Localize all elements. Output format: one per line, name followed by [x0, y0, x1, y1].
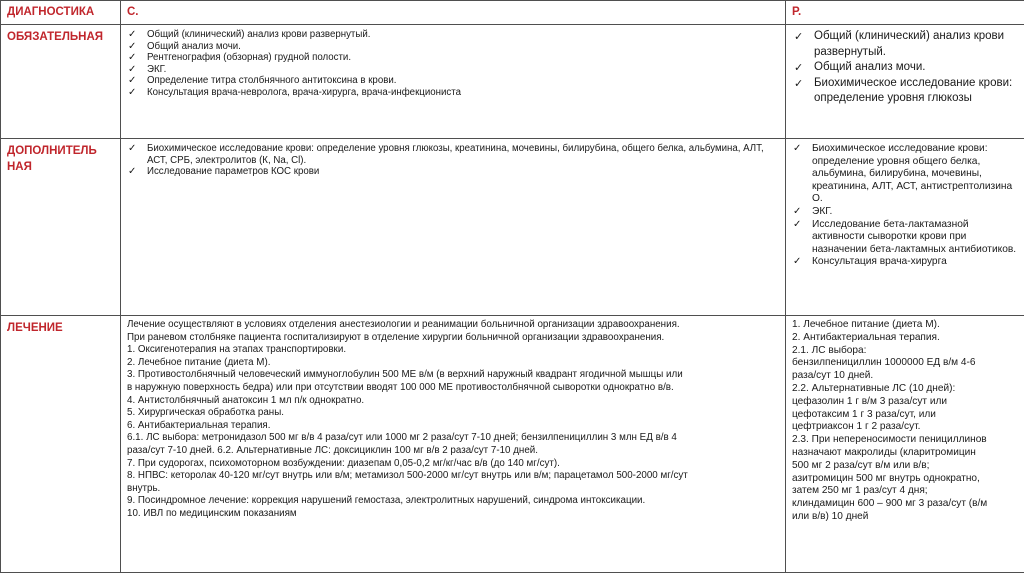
text-line: 2. Антибактериальная терапия.: [792, 331, 940, 343]
text-line: 500 мг 2 раза/сут в/м или в/в;: [792, 459, 930, 471]
text-line: 7. При судорогах, психомоторном возбуждении: диазепам 0,05-0,2 мг/кг/час в/в (до 140 мг/сут).: [127, 457, 560, 469]
treatment-c-cell: [121, 316, 786, 573]
text-line: раза/сут 7-10 дней. 6.2. Альтернативные ЛС: доксициклин 100 мг в/в 2 раза/сут 7-10 дней.: [127, 444, 538, 456]
additional-label-line2: НАЯ: [7, 161, 32, 173]
text-line: 10. ИВЛ по медицинским показаниям: [127, 507, 297, 519]
list-item: ✓ ЭКГ.: [127, 64, 779, 76]
additional-r-cell: [786, 139, 1024, 316]
list-item: ✓ Рентгенография (обзорная) грудной полости.: [127, 52, 779, 64]
text-line: 2. Лечебное питание (диета М).: [127, 356, 271, 368]
list-item: ✓ Биохимическое исследование крови: определение уровня глюкозы, креатинина, мочевины, билирубина, общего белка, альбумина, АЛТ, АСТ, СРБ, электролитов (К, Na, Cl).: [127, 143, 779, 166]
mandatory-c-list: [121, 25, 785, 101]
text-line: 1. Лечебное питание (диета М).: [792, 319, 940, 330]
text-line: или в/в) 10 дней: [792, 510, 869, 522]
text-line: внутрь.: [127, 482, 161, 494]
additional-label: [1, 139, 121, 316]
text-line: затем 250 мг 1 раз/сут 4 дня;: [792, 485, 928, 497]
additional-c-cell: [121, 139, 786, 316]
additional-c-list: [121, 139, 785, 180]
list-item: ✓ Общий анализ мочи.: [127, 41, 779, 53]
additional-label-line1: ДОПОЛНИТЕЛЬ: [7, 145, 97, 157]
text-line: 6. Антибактериальная терапия.: [127, 419, 271, 431]
list-item: ✓ Общий (клинический) анализ крови развернутый.: [792, 29, 1018, 60]
mandatory-c-cell: [121, 25, 786, 139]
mandatory-r-cell: [786, 25, 1024, 139]
text-line: цефотаксим 1 г 3 раза/сут, или: [792, 408, 936, 420]
list-item: ✓ Общий (клинический) анализ крови развернутый.: [127, 29, 779, 41]
treatment-label: ЛЕЧЕНИЕ: [1, 316, 121, 573]
mandatory-row: [1, 25, 1024, 139]
treatment-c-text: [121, 316, 785, 524]
list-item: ✓ Биохимическое исследование крови: определение уровня общего белка, альбумина, билирубина, мочевины, креатинина, АЛТ, АСТ, антистрептолизина О.: [792, 143, 1018, 206]
mandatory-label: ОБЯЗАТЕЛЬНАЯ: [1, 25, 121, 139]
text-line: 2.3. При непереносимости пенициллинов: [792, 434, 987, 446]
list-item: ✓ Исследование параметров КОС крови: [127, 166, 779, 178]
list-item: ✓ ЭКГ.: [792, 206, 1018, 219]
additional-row: [1, 139, 1024, 316]
text-line: 2.1. ЛС выбора:: [792, 344, 867, 356]
text-line: 6.1. ЛС выбора: метронидазол 500 мг в/в 4 раза/сут или 1000 мг 2 раза/сут 7-10 дней; бензилпенициллин 3 млн ЕД в/в 4: [127, 432, 677, 444]
treatment-r-text: [786, 316, 1024, 527]
header-c: С.: [121, 1, 786, 25]
text-line: Лечение осуществляют в условиях отделения анестезиологии и реанимации больничной организации здравоохранения.: [127, 319, 680, 330]
text-line: в наружную поверхность бедра) или при отсутствии вводят 100 000 МЕ противостолбнячной сыворотки однократно в/в.: [127, 381, 674, 393]
list-item: ✓ Биохимическое исследование крови: определение уровня глюкозы: [792, 76, 1018, 107]
additional-r-list: [786, 139, 1024, 271]
header-row: [1, 1, 1024, 25]
text-line: раза/сут 10 дней.: [792, 370, 874, 382]
text-line: назначают макролиды (кларитромицин: [792, 446, 976, 458]
text-line: цефазолин 1 г в/м 3 раза/сут или: [792, 395, 947, 407]
list-item: ✓ Консультация врача-невролога, врача-хирурга, врача-инфекциониста: [127, 87, 779, 99]
treatment-row: [1, 316, 1024, 573]
text-line: бензилпенициллин 1000000 ЕД в/м 4-6: [792, 357, 976, 369]
text-line: При раневом столбняке пациента госпитализируют в отделение хирургии больничной организации здравоохранения.: [127, 331, 665, 343]
header-r: Р.: [786, 1, 1024, 25]
text-line: 4. Антистолбнячный анатоксин 1 мл п/к однократно.: [127, 394, 365, 406]
mandatory-r-list: [786, 25, 1024, 109]
header-diagnostics: ДИАГНОСТИКА: [1, 1, 121, 25]
text-line: 9. Посиндромное лечение: коррекция нарушений гемостаза, электролитных нарушений, синдрома интоксикации.: [127, 495, 646, 507]
text-line: 5. Хирургическая обработка раны.: [127, 407, 284, 419]
list-item: ✓ Общий анализ мочи.: [792, 60, 1018, 76]
text-line: 2.2. Альтернативные ЛС (10 дней):: [792, 382, 956, 394]
treatment-r-cell: [786, 316, 1024, 573]
text-line: клиндамицин 600 – 900 мг 3 раза/сут (в/м: [792, 498, 988, 510]
text-line: 3. Противостолбнячный человеческий иммуноглобулин 500 МЕ в/м (в верхний наружный квадрант ягодичной мышцы или: [127, 369, 683, 381]
list-item: ✓ Исследование бета-лактамазной активности сыворотки крови при назначении бета-лактамных антибиотиков.: [792, 219, 1018, 257]
text-line: азитромицин 500 мг внутрь однократно,: [792, 472, 980, 484]
text-line: 8. НПВС: кеторолак 40-120 мг/сут внутрь или в/м; метамизол 500-2000 мг/сут внутрь или в/м; парацетамол 500-2000 мг/сут: [127, 470, 688, 482]
list-item: ✓ Определение титра столбнячного антитоксина в крови.: [127, 75, 779, 87]
list-item: ✓ Консультация врача-хирурга: [792, 256, 1018, 269]
text-line: 1. Оксигенотерапия на этапах транспортировки.: [127, 344, 347, 356]
text-line: цефтриаксон 1 г 2 раза/сут.: [792, 421, 921, 433]
